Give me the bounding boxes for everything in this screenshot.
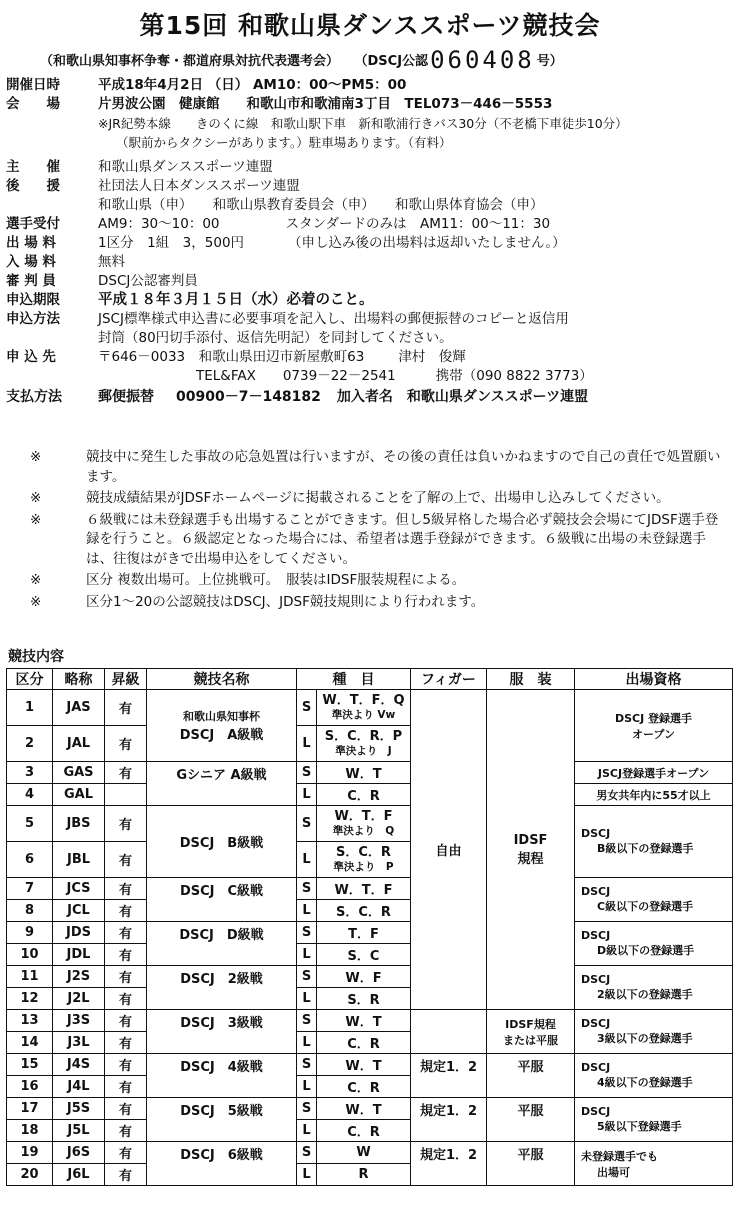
note-mark: ※ [30, 511, 42, 528]
mobile-value: 携帯（090 8822 3773） [435, 368, 593, 384]
cell-no: 8 [7, 900, 53, 922]
cell-code: JCL [53, 900, 105, 922]
cell-qual [575, 1142, 733, 1186]
table-row [7, 806, 733, 842]
cell-promo: 有 [105, 944, 147, 966]
access-line-1: ※JR紀勢本線 きのくに線 和歌山駅下車 新和歌浦行きバス30分（不老橋下車徒歩10分） [98, 116, 628, 131]
cell-comp-name: DSCJ C級戦 [147, 878, 297, 922]
comp-name: DSCJ A級戦 [179, 728, 264, 743]
cell-qual [575, 878, 733, 922]
cell-event: C．R [317, 1032, 411, 1054]
cell-promo: 有 [105, 900, 147, 922]
header-qual: 出場資格 [575, 669, 733, 690]
cell-no: 4 [7, 784, 53, 806]
event-semi: 準決より P [333, 860, 394, 873]
note-mark: ※ [30, 572, 42, 588]
cell-code: JBL [53, 842, 105, 878]
cell-qual [575, 966, 733, 1010]
qual-1: DSCJ [581, 885, 611, 898]
cell-promo: 有 [105, 1076, 147, 1098]
event-name: W．T．F [334, 808, 393, 824]
cell-qual [575, 690, 733, 762]
cell-comp-name [147, 690, 297, 762]
cell-qual: 男女共年内に55才以上 [575, 784, 733, 806]
cell-event: W．T．F [317, 878, 411, 900]
cell-type: L [297, 1032, 317, 1054]
payee-value: 和歌山県ダンススポーツ連盟 [406, 389, 589, 405]
header-name: 競技名称 [147, 669, 297, 690]
cell-no: 13 [7, 1010, 53, 1032]
cell-type: S [297, 762, 317, 784]
venue-label: 会 場 [6, 96, 60, 112]
cell-promo: 有 [105, 1054, 147, 1076]
cell-code: J6S [53, 1142, 105, 1164]
cell-dress: 平服 [487, 1142, 575, 1186]
qual-2: C級以下の登録選手 [597, 900, 694, 913]
qual-1: DSCJ [581, 929, 611, 942]
cell-comp-name: DSCJ 6級戦 [147, 1142, 297, 1186]
fee-note: （申し込み後の出場料は返却いたしません。） [288, 235, 566, 251]
date-label: 開催日時 [6, 77, 60, 93]
judge-value: DSCJ公認審判員 [98, 273, 198, 289]
competition-table [6, 668, 733, 1186]
cell-no: 16 [7, 1076, 53, 1098]
cell-code: J6L [53, 1164, 105, 1186]
cell-promo: 有 [105, 1142, 147, 1164]
cell-promo: 有 [105, 726, 147, 762]
support-value-1: 社団法人日本ダンススポーツ連盟 [98, 178, 300, 194]
subtitle [40, 46, 730, 74]
page-title: 第15回 和歌山県ダンススポーツ競技会 [139, 11, 601, 40]
payment-label: 支払方法 [6, 389, 62, 405]
cell-figure [411, 1010, 487, 1054]
cell-no: 17 [7, 1098, 53, 1120]
cell-no: 14 [7, 1032, 53, 1054]
admission-value: 無料 [98, 254, 125, 270]
table-row [7, 1142, 733, 1164]
cell-type: L [297, 944, 317, 966]
qual-2: オープン [631, 727, 675, 741]
cell-promo: 有 [105, 1032, 147, 1054]
cell-code: JDS [53, 922, 105, 944]
cell-comp-name: DSCJ 4級戦 [147, 1054, 297, 1098]
cell-event: W [317, 1142, 411, 1164]
cell-comp-name: DSCJ 5級戦 [147, 1098, 297, 1142]
dress-2: 規程 [517, 851, 544, 867]
qual-1: DSCJ [581, 827, 611, 840]
header-no: 区分 [7, 669, 53, 690]
note-text: 区分 複数出場可。上位挑戦可。 服装はIDSF服装規程による。 [86, 572, 466, 588]
event-semi: 準決より Q [332, 824, 395, 837]
cell-event [317, 806, 411, 842]
cell-type: S [297, 966, 317, 988]
cell-no: 15 [7, 1054, 53, 1076]
cell-code: JDL [53, 944, 105, 966]
cell-no: 6 [7, 842, 53, 878]
table-row [7, 784, 733, 806]
cell-promo: 有 [105, 878, 147, 900]
note-text: 区分1～20の公認競技はDSCJ、JDSF競技規則により行われます。 [86, 593, 485, 610]
cell-type: L [297, 842, 317, 878]
qual-2: 5級以下登録選手 [597, 1120, 682, 1133]
cell-figure: 規定1．2 [411, 1098, 487, 1142]
cell-no: 11 [7, 966, 53, 988]
cell-dress: 平服 [487, 1054, 575, 1098]
qual-1: 未登録選手でも [581, 1149, 658, 1163]
cell-event: C．R [317, 1120, 411, 1142]
cell-type: L [297, 900, 317, 922]
cell-event: W．T [317, 1098, 411, 1120]
qual-2: 3級以下の登録選手 [597, 1032, 693, 1045]
note-mark: ※ [30, 593, 42, 610]
cell-qual [575, 922, 733, 966]
note-mark: ※ [30, 449, 42, 465]
event-semi: 準決より J [335, 744, 392, 757]
event-name: W．T．F．Q [322, 692, 405, 708]
cell-type: L [297, 784, 317, 806]
dscj-label: （DSCJ公認 [361, 54, 429, 69]
cell-no: 18 [7, 1120, 53, 1142]
note-item [0, 511, 730, 570]
cell-comp-name: DSCJ D級戦 [147, 922, 297, 966]
payment-account: 00900－7－148182 [176, 389, 321, 405]
judge-label: 審 判 員 [6, 273, 56, 289]
fee-label: 出 場 料 [6, 235, 56, 251]
deadline-value: 平成１８年３月１５日（水）必着のこと。 [98, 292, 374, 308]
method-value-1: JSCJ標準様式申込書に必要事項を記入し、出場料の郵便振替のコピーと返信用 [98, 311, 569, 327]
cell-code: J5S [53, 1098, 105, 1120]
header-promo: 昇級 [105, 669, 147, 690]
qual-2: 4級以下の登録選手 [597, 1076, 693, 1089]
cell-event: C．R [317, 784, 411, 806]
note-item [0, 593, 730, 613]
cell-no: 3 [7, 762, 53, 784]
method-label: 申込方法 [6, 311, 60, 327]
table-row [7, 690, 733, 726]
qual-1: DSCJ [581, 1105, 611, 1118]
note-mark: ※ [30, 490, 42, 506]
payee-label: 加入者名 [336, 389, 393, 405]
venue-value: 片男波公園 健康館 和歌山市和歌浦南3丁目 TEL073－446－5553 [98, 96, 553, 112]
notes-list [0, 448, 730, 614]
note-item [0, 571, 730, 591]
cell-promo: 有 [105, 988, 147, 1010]
host-label: 主 催 [6, 159, 60, 175]
cell-code: J5L [53, 1120, 105, 1142]
note-item [0, 448, 730, 487]
dress-1: IDSF規程 [505, 1017, 556, 1031]
date-value: 平成18年4月2日 （日） AM10：00～PM5：00 [98, 77, 407, 93]
cell-type: L [297, 726, 317, 762]
cell-type: L [297, 1076, 317, 1098]
cell-no: 7 [7, 878, 53, 900]
cell-promo [105, 784, 147, 806]
cell-type: S [297, 1098, 317, 1120]
cell-promo: 有 [105, 1120, 147, 1142]
cell-qual [575, 1098, 733, 1142]
cell-code: JBS [53, 806, 105, 842]
cell-type: L [297, 1120, 317, 1142]
section-title: 競技内容 [8, 649, 64, 665]
header-code: 略称 [53, 669, 105, 690]
cell-qual [575, 806, 733, 878]
cell-figure: 自由 [411, 690, 487, 1010]
cell-figure: 規定1．2 [411, 1142, 487, 1186]
cell-no: 9 [7, 922, 53, 944]
cell-code: J3S [53, 1010, 105, 1032]
cell-dress [487, 690, 575, 1010]
event-semi: 準決より Vw [331, 708, 396, 721]
note-text: 競技中に発生した事故の応急処置は行いますが、その後の責任は負いかねますので自己の責任で処置願います。 [86, 449, 721, 485]
qual-2: 出場可 [597, 1165, 630, 1179]
cell-promo: 有 [105, 806, 147, 842]
cell-promo: 有 [105, 966, 147, 988]
cell-promo: 有 [105, 1098, 147, 1120]
qual-2: D級以下の登録選手 [597, 944, 695, 957]
contact-name: 津村 俊輝 [398, 349, 466, 365]
cell-code: JCS [53, 878, 105, 900]
cell-event [317, 726, 411, 762]
note-item [0, 489, 730, 509]
reception-label: 選手受付 [6, 216, 60, 232]
cell-no: 5 [7, 806, 53, 842]
cell-promo: 有 [105, 762, 147, 784]
method-value-2: 封筒（80円切手添付、返信先明記）を同封してください。 [98, 330, 453, 346]
table-row [7, 762, 733, 784]
cell-no: 2 [7, 726, 53, 762]
deadline-label: 申込期限 [6, 292, 60, 308]
cell-promo: 有 [105, 690, 147, 726]
cell-event: W．T [317, 1054, 411, 1076]
cell-no: 10 [7, 944, 53, 966]
qual-1: DSCJ [581, 1017, 611, 1030]
cell-code: JAL [53, 726, 105, 762]
table-row [7, 966, 733, 988]
tel-value: TEL&FAX 0739－22－2541 [196, 368, 396, 384]
approval-number: 060408 [430, 46, 535, 74]
cell-no: 19 [7, 1142, 53, 1164]
cell-promo: 有 [105, 922, 147, 944]
cell-no: 1 [7, 690, 53, 726]
cell-event: W．T [317, 762, 411, 784]
cell-code: J3L [53, 1032, 105, 1054]
cell-comp-name: DSCJ 2級戦 [147, 966, 297, 1010]
address-label: 申 込 先 [6, 349, 56, 365]
header-dress: 服 装 [487, 669, 575, 690]
cell-code: GAL [53, 784, 105, 806]
header-event: 種 目 [297, 669, 411, 690]
cell-code: J4S [53, 1054, 105, 1076]
event-name: S．C．R [336, 844, 391, 860]
cell-event: W．T [317, 1010, 411, 1032]
cell-comp-name: DSCJ 3級戦 [147, 1010, 297, 1054]
cell-type: S [297, 878, 317, 900]
cell-event [317, 842, 411, 878]
cell-dress: 平服 [487, 1098, 575, 1142]
access-line-2: （駅前からタクシーがあります。）駐車場あります。（有料） [116, 135, 452, 150]
table-row [7, 1054, 733, 1076]
dress-1: IDSF [513, 832, 548, 848]
cell-dress [487, 1010, 575, 1054]
table-row [7, 1010, 733, 1032]
cell-type: S [297, 806, 317, 842]
cell-promo: 有 [105, 1164, 147, 1186]
table-row [7, 922, 733, 944]
support-value-2: 和歌山県（申） 和歌山県教育委員会（申） 和歌山県体育協会（申） [98, 197, 544, 213]
table-row [7, 878, 733, 900]
cell-figure: 規定1．2 [411, 1054, 487, 1098]
reception-note: スタンダードのみは AM11：00～11：30 [285, 216, 551, 232]
cell-event [317, 690, 411, 726]
cell-promo: 有 [105, 1010, 147, 1032]
cell-event: C．R [317, 1076, 411, 1098]
fee-value: 1区分 1組 3，500円 [98, 235, 245, 251]
cell-code: J2L [53, 988, 105, 1010]
cell-event: S．R [317, 988, 411, 1010]
cell-qual [575, 1010, 733, 1054]
cell-event: W．F [317, 966, 411, 988]
event-info [6, 76, 732, 407]
reception-value: AM9：30～10：00 [98, 216, 220, 232]
cell-comp-name: Gシニア A級戦 [147, 762, 297, 806]
cell-type: S [297, 1142, 317, 1164]
cell-type: S [297, 1010, 317, 1032]
qual-1: DSCJ [581, 1061, 611, 1074]
cell-code: J2S [53, 966, 105, 988]
cell-type: L [297, 1164, 317, 1186]
note-text: ６級戦には未登録選手も出場することができます。但し5級昇格した場合必ず競技会会場にてJDSF選手登録を行うこと。６級認定となった場合には、希望者は選手登録ができます。６級戦に出場の未登録選手は、往復はがきで出場申込をしてください。 [86, 511, 719, 567]
cell-event: S．C．R [317, 900, 411, 922]
admission-label: 入 場 料 [6, 254, 56, 270]
cell-code: JAS [53, 690, 105, 726]
cell-type: S [297, 1054, 317, 1076]
cell-comp-name: DSCJ B級戦 [147, 806, 297, 878]
event-note: （和歌山県知事杯争奪・都道府県対抗代表選考会） [40, 54, 340, 69]
note-text: 競技成績結果がJDSFホームページに掲載されることを了解の上で、出場申し込みしてください。 [86, 490, 670, 506]
cell-code: GAS [53, 762, 105, 784]
cell-event: R [317, 1164, 411, 1186]
header-figure: フィガー [411, 669, 487, 690]
table-header [7, 669, 733, 690]
cell-event: S．C [317, 944, 411, 966]
qual-2: B級以下の登録選手 [597, 842, 694, 855]
cell-event: T．F [317, 922, 411, 944]
comp-name-sub: 和歌山県知事杯 [183, 710, 260, 723]
table-row [7, 1098, 733, 1120]
cell-type: S [297, 922, 317, 944]
cell-type: L [297, 988, 317, 1010]
cell-type: S [297, 690, 317, 726]
qual-1: DSCJ [581, 973, 611, 986]
qual-1: DSCJ 登録選手 [614, 711, 693, 725]
support-label: 後 援 [6, 178, 60, 194]
event-name: S．C．R．P [324, 728, 403, 744]
cell-code: J4L [53, 1076, 105, 1098]
host-value: 和歌山県ダンススポーツ連盟 [98, 159, 273, 175]
cell-no: 12 [7, 988, 53, 1010]
address-value: 〒646－0033 和歌山県田辺市新屋敷町63 [98, 349, 365, 365]
dress-2: または平服 [503, 1033, 558, 1047]
cell-qual: JSCJ登録選手オープン [575, 762, 733, 784]
payment-method: 郵便振替 [98, 389, 154, 405]
qual-2: 2級以下の登録選手 [597, 988, 693, 1001]
cell-promo: 有 [105, 842, 147, 878]
cell-qual [575, 1054, 733, 1098]
cell-no: 20 [7, 1164, 53, 1186]
approval-number-suffix: 号） [536, 54, 563, 69]
